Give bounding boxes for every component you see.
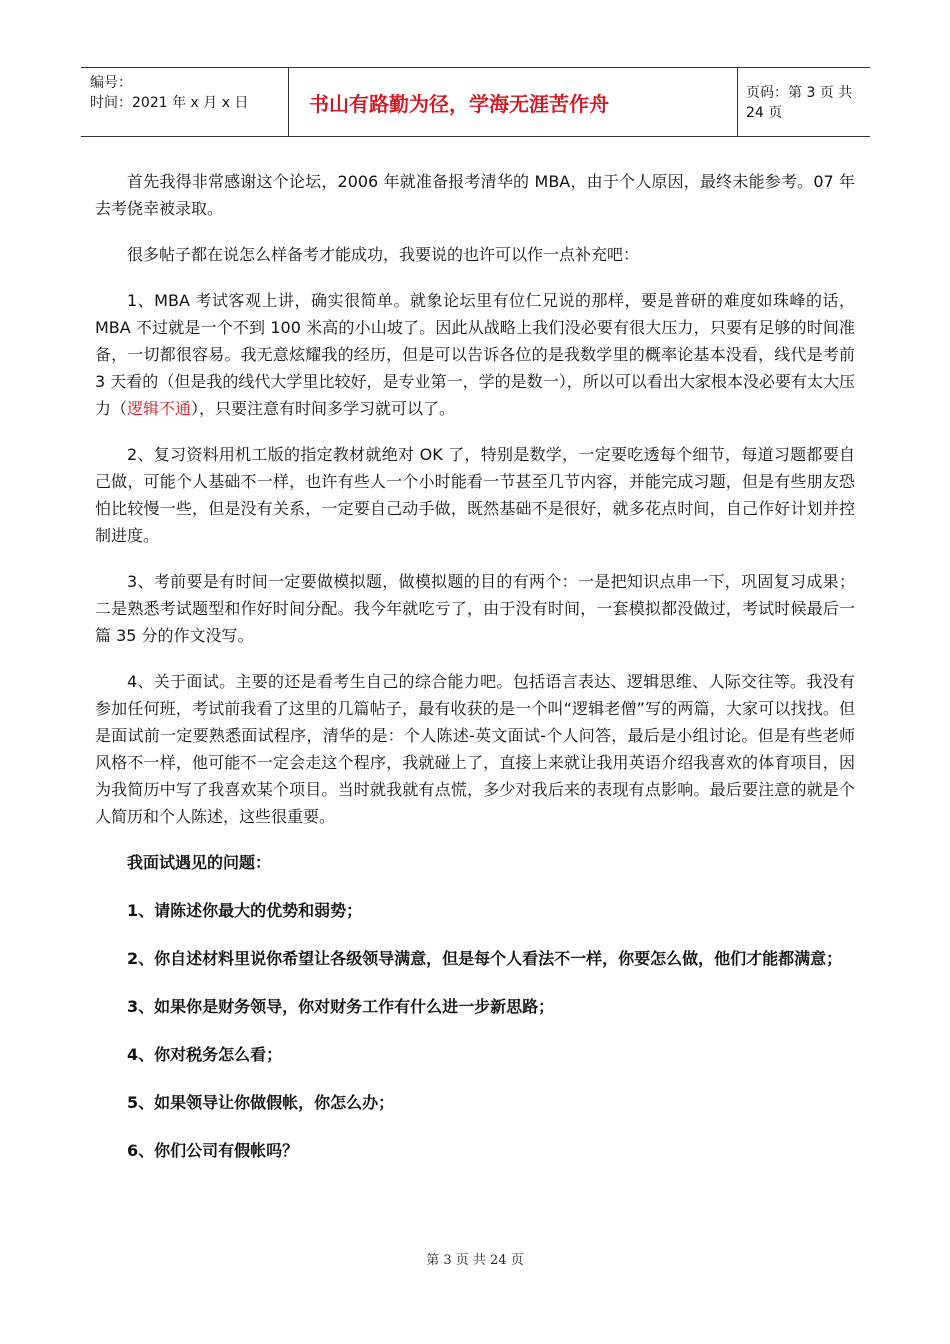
red-annotation: 逻辑不通 bbox=[127, 399, 192, 418]
paragraph-intro: 首先我得非常感谢这个论坛，2006 年就准备报考清华的 MBA，由于个人原因，最终未能参考。07 年去考侥幸被录取。 bbox=[95, 172, 855, 218]
question-4: 4、你对税务怎么看； bbox=[127, 1045, 283, 1064]
question-6: 6、你们公司有假帐吗？ bbox=[127, 1141, 299, 1160]
question-3: 3、如果你是财务领导，你对财务工作有什么进一步新思路； bbox=[127, 997, 555, 1016]
header-left-cell bbox=[81, 68, 288, 136]
question-1: 1、请陈述你最大的优势和弱势； bbox=[127, 901, 363, 920]
paragraph-point-1 bbox=[95, 287, 855, 422]
paragraph-point-4: 4、关于面试。主要的还是看考生自己的综合能力吧。包括语言表达、逻辑思维、人际交往等。我没有参加任何班，考试前我看了这里的几篇帖子，最有收获的是一个叫“逻辑老僧”写的两篇，大家可以找找。但是面试前一定要熟悉面试程序，清华的是：个人陈述-英文面试-个人问答，最后是小组讨论。但是有些老师风格不一样，他可能不一定会走这个程序，我就碰上了，直接上来就让我用英语介绍我喜欢的体育项目，因为我简历中写了我喜欢某个项目。当时就我就有点慌，多少对我后来的表现有点影响。最后要注意的就是个人简历和个人陈述，这些很重要。 bbox=[95, 672, 855, 826]
document-number-label: 编号： bbox=[90, 75, 132, 91]
page-footer: 第 3 页 共 24 页 bbox=[426, 1253, 524, 1268]
page-header bbox=[81, 67, 870, 137]
paragraph-point-3: 3、考前要是有时间一定要做模拟题，做模拟题的目的有两个：一是把知识点串一下，巩固复习成果；二是熟悉考试题型和作好时间分配。我今年就吃亏了，由于没有时间，一套模拟都没做过，考试时候最后一篇 35 分的作文没写。 bbox=[95, 572, 855, 645]
document-date-label: 时间：2021 年 x 月 x 日 bbox=[90, 95, 249, 111]
paragraph-point-2: 2、复习资料用机工版的指定教材就绝对 OK 了，特别是数学，一定要吃透每个细节，每道习题都要自己做，可能个人基础不一样，也许有些人一个小时能看一节甚至几节内容，并能完成习题，但是有些朋友恐怕比较慢一些，但是没有关系，一定要自己动手做，既然基础不是很好，就多花点时间，自己作好计划并控制进度。 bbox=[95, 445, 855, 545]
header-motto: 书山有路勤为径，学海无涯苦作舟 bbox=[288, 68, 738, 136]
document-body bbox=[95, 168, 855, 1185]
question-5: 5、如果领导让你做假帐，你怎么办； bbox=[127, 1093, 395, 1112]
point-1-text-end: ），只要注意有时间多学习就可以了。 bbox=[191, 399, 456, 418]
question-2: 2、你自述材料里说你希望让各级领导满意，但是每个人看法不一样，你要怎么做，他们才能都满意； bbox=[127, 949, 843, 968]
header-page-number: 页码：第 3 页 共 24 页 bbox=[746, 85, 853, 121]
questions-title: 我面试遇见的问题： bbox=[127, 853, 272, 872]
paragraph-supplement: 很多帖子都在说怎么样备考才能成功，我要说的也许可以作一点补充吧： bbox=[127, 245, 640, 264]
point-1-text-start: 1、MBA 考试客观上讲，确实很简单。就象论坛里有位仁兄说的那样，要是普研的难度如珠峰的话，MBA 不过就是一个不到 100 米高的小山坡了。因此从战略上我们没必要有很大压力，只要有足够的时间准备，一切都很容易。我无意炫耀我的经历，但是可以告诉各位的是我数学里的概率论基本没看，线代是考前 3 天看的（但是我的线代大学里比较好，是专业第一，学的是数一），所以可以看出大家根本没必要有太大压力（ bbox=[95, 291, 855, 418]
